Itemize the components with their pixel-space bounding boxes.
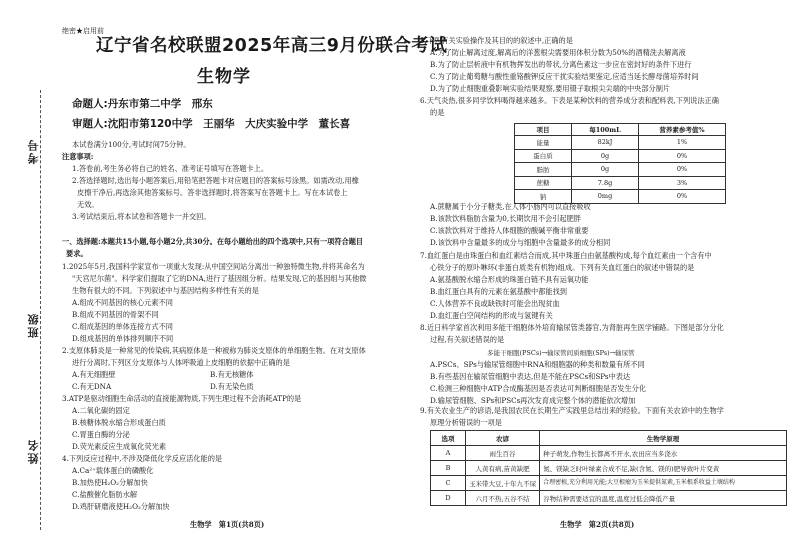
table-cell: 种子萌发,作物生长都离不开水,农田应当多浇水	[540, 446, 787, 461]
question-4-text: 4.下列反应过程中,不涉及降低化学反应活化能的是	[62, 454, 223, 463]
question-3-option: A.二氧化碳的固定	[72, 406, 130, 415]
reviewer-line: 审题人:沈阳市第120中学 王丽华 大庆实验中学 董长喜	[72, 118, 351, 130]
table-cell: 蛋白质	[515, 149, 572, 163]
table-header: 生物学原理	[540, 431, 787, 446]
question-6-option: B.该款饮料脂肪含量为0,长期饮用不会引起肥胖	[430, 214, 581, 223]
question-3-text: 3.ATP是驱动细胞生命活动的直接能源物质,下列生理过程不会消耗ATP的是	[62, 394, 302, 403]
table-cell: 谷物结种需要适宜的温度,温度过低会降低产量	[540, 491, 787, 506]
question-3-option: C.胃蛋白酶的分泌	[72, 430, 130, 439]
page-footer-right: 生物学 第2页(共8页)	[560, 520, 635, 529]
name-label: 姓名	[27, 438, 40, 464]
question-1-text: "天宫尼尔菌"。科学家们提取了它的DNA,进行了基因组分析。结果发现,它的基因组与其他微	[72, 274, 367, 283]
question-3-option: D.荧光素反应生成氧化荧光素	[72, 442, 167, 451]
table-row	[515, 163, 726, 177]
table-cell: C	[431, 476, 466, 491]
table-cell: 3%	[639, 176, 726, 190]
question-1-option: C.组成基因的单体连接方式不同	[72, 322, 173, 331]
question-8-text: 8.近日科学家首次利用多能干细胞体外培育输尿管类器官,为肾脏再生医学铺路。下图是部分分化	[420, 323, 724, 332]
page-footer-left: 生物学 第1页(共8页)	[190, 520, 265, 529]
table-header: 选项	[431, 431, 466, 446]
question-7-option: D.血红蛋白空间结构的形成与氢键有关	[430, 311, 553, 320]
table-cell: 钠	[515, 190, 572, 204]
question-3-option: B.核糖体脱水缩合形成蛋白质	[72, 418, 166, 427]
question-5-text: 5.下列有关实验操作及其目的的叙述中,正确的是	[420, 36, 573, 45]
table-cell: 雨生百谷	[466, 446, 540, 461]
table-row	[515, 136, 726, 150]
subject-title: 生物学	[197, 67, 251, 87]
notes-title: 注意事项:	[62, 152, 94, 161]
question-2-option: C.有无DNA	[72, 382, 112, 391]
question-6-text: 6.天气炎热,很多同学饮料喝得越来越多。下表是某种饮料的营养成分表和配料表,下列说法正确	[420, 96, 719, 105]
note-line: 2.答选择题时,选出每小题答案后,用铅笔把答题卡对应题目的答案标号涂黑。如需改动,用橡	[72, 176, 359, 185]
question-7-option: C.人体营养不良或缺铁时可能会出现贫血	[430, 299, 560, 308]
question-4-option: C.盐酸催化脂肪水解	[72, 490, 138, 499]
table-row	[431, 446, 787, 461]
table-cell: 0mg	[572, 190, 639, 204]
exam-info: 本试卷满分100分,考试时间75分钟。	[72, 140, 191, 149]
author-line: 命题人:丹东市第二中学 邢东	[72, 98, 213, 110]
table-cell: 能量	[515, 136, 572, 150]
table-cell: 0g	[572, 149, 639, 163]
question-5-option: B.为了防止层析液中有机物挥发出的带状,分离色素这一步应在密封好的条件下进行	[430, 60, 692, 69]
table-cell: 人黄有病,苗黄缺肥	[466, 461, 540, 476]
table-row	[431, 461, 787, 476]
table-cell: 0%	[639, 163, 726, 177]
question-9-text: 原理分析错误的一项是	[430, 418, 502, 427]
table-cell: B	[431, 461, 466, 476]
question-2-text: 进行分离时,下列区分支原体与人体呼吸道上皮细胞的依据中正确的是	[72, 358, 290, 367]
question-1-text: 生物有很大的不同。下列叙述中与基因结构多样性有关的是	[72, 286, 259, 295]
question-8-option: C.检测三种细胞中ATP合成酶基因是否表达可判断细胞是否发生分化	[430, 384, 647, 393]
question-1-text: 1.2025年5月,我国科学家宣布一项重大发现:从中国空间站分离出一种独特微生物,并将其命名为	[62, 262, 365, 271]
question-5-option: C.为了防止葡萄糖与酸性重铬酸钾反应干扰实验结果鉴定,应适当延长酵母菌培养时间	[430, 72, 699, 81]
question-5-option: A.为了防止解离过度,解离后的洋葱根尖需要用体积分数为50%的酒精洗去解离液	[430, 48, 686, 57]
table-cell: 合理密植,充分利用光能;大豆根瘤为玉米提供氮素,玉米根系收益土壤结构	[540, 476, 787, 491]
table-header: 营养素参考值%	[639, 124, 726, 136]
table-row	[515, 149, 726, 163]
table-header: 项目	[515, 124, 572, 136]
question-6-option: A.蔗糖属于小分子糖类,在人体小肠内可以直接吸收	[430, 202, 591, 211]
question-2-option: D.有无染色质	[210, 382, 254, 391]
note-line: 3.考试结束后,将本试卷和答题卡一并交回。	[72, 212, 211, 221]
table-row	[431, 476, 787, 491]
table-cell: 蔗糖	[515, 176, 572, 190]
question-1-option: B.组成不同基因的骨架不同	[72, 310, 159, 319]
question-4-option: D.鸡肝研磨液使H₂O₂分解加快	[72, 502, 170, 511]
question-2-text: 2.支原体肺炎是一种常见的传染病,其病原体是一种被称为肺炎支原体的单细胞生物。在对支原体	[62, 346, 366, 355]
class-label: 班级	[27, 312, 40, 338]
differentiation-flow-diagram: 多能干细胞(PSCs)→输尿管间质细胞(SPs)→输尿管	[487, 349, 635, 357]
question-7-text: 7.血红蛋白是由珠蛋白和血红素结合而成,其中珠蛋白由氨基酸构成,每个血红素由一个含有中	[420, 251, 712, 260]
note-line: 无效。	[77, 200, 99, 209]
table-header: 农谚	[466, 431, 540, 446]
question-4-option: A.Ca²⁺载体蛋白的磷酸化	[72, 466, 154, 475]
question-5-option: D.为了防止细胞重叠影响实验结果观察,要用镊子取根尖尖端的中央部分制片	[430, 84, 671, 93]
confidential-note: 绝密★启用前	[62, 27, 104, 35]
question-8-option: D.输尿管细胞、SPs和PSCs再次发育成完整个体的潜能依次增加	[430, 396, 636, 405]
question-8-text: 过程,有关叙述错误的是	[430, 335, 505, 344]
table-cell: 氮、镁缺乏时叶绿素合成不足,缺(含氮、镁的)肥导致叶片变黄	[540, 461, 787, 476]
question-7-option: B.血红蛋白具有的元素在氨基酸中都能找到	[430, 287, 567, 296]
table-header: 每100mL	[572, 124, 639, 136]
note-line: 1.答卷前,考生务必将自己的姓名、准考证号填写在答题卡上。	[72, 164, 269, 173]
exam-number-label: 考号	[27, 138, 40, 164]
question-9-text: 9.有关农业生产的谚语,是我国农民在长期生产实践里总结出来的经验。下面有关农谚中的生物学	[420, 406, 724, 415]
exam-title: 辽宁省名校联盟2025年高三9月份联合考试	[96, 36, 448, 56]
section-heading-cont: 要求。	[66, 249, 88, 258]
table-row	[515, 176, 726, 190]
question-2-option: B.有无核糖体	[210, 370, 254, 379]
table-cell: 玉米带大豆,十年九不屎	[466, 476, 540, 491]
agriculture-proverb-table	[430, 430, 787, 506]
table-cell: 0g	[572, 163, 639, 177]
table-row	[515, 190, 726, 204]
nutrition-table	[514, 123, 726, 204]
question-6-option: C.该款饮料对于维持人体细胞的酸碱平衡非常重要	[430, 226, 589, 235]
question-8-option: A.PSCs、SPs与输尿管细胞中RNA和细胞器的种类和数量有所不同	[430, 360, 645, 369]
question-4-option: B.加热使H₂O₂分解加快	[72, 478, 148, 487]
table-cell: D	[431, 491, 466, 506]
section-heading: 一、选择题:本题共15小题,每小题2分,共30分。在每小题给出的四个选项中,只有一项符合题目	[62, 237, 364, 246]
table-cell: 0%	[639, 149, 726, 163]
table-header-row	[431, 431, 787, 446]
question-7-option: A.氨基酸脱水缩合形成的珠蛋白链不具有运氧功能	[430, 275, 589, 284]
table-cell: 脂肪	[515, 163, 572, 177]
note-line: 皮擦干净后,再选涂其他答案标号。答非选择题时,将答案写在答题卡上。写在本试卷上	[77, 188, 348, 197]
table-cell: 六月不热,五谷不结	[466, 491, 540, 506]
table-header-row	[515, 124, 726, 136]
cut-line	[40, 90, 41, 530]
table-cell: 1%	[639, 136, 726, 150]
table-cell: 0%	[639, 190, 726, 204]
question-1-option: A.组成不同基因的核心元素不同	[72, 298, 173, 307]
table-cell: 7.8g	[572, 176, 639, 190]
question-8-option: B.有些基因在输尿管细胞中表达,但是不能在PSCs和SPs中表达	[430, 372, 631, 381]
question-6-text: 的是	[430, 108, 445, 117]
binding-margin	[0, 0, 56, 551]
question-1-option: D.组成基因的单体排列顺序不同	[72, 334, 174, 343]
question-2-option: A.有无细胞壁	[72, 370, 116, 379]
table-row	[431, 491, 787, 506]
question-7-text: 心铁分子的原卟啉环(非蛋白质类有机物)组成。下列有关血红蛋白的叙述中错误的是	[430, 263, 695, 272]
table-cell: 82kJ	[572, 136, 639, 150]
table-cell: A	[431, 446, 466, 461]
question-6-option: D.该饮料中含量最多的成分与细胞中含量最多的成分相同	[430, 238, 611, 247]
